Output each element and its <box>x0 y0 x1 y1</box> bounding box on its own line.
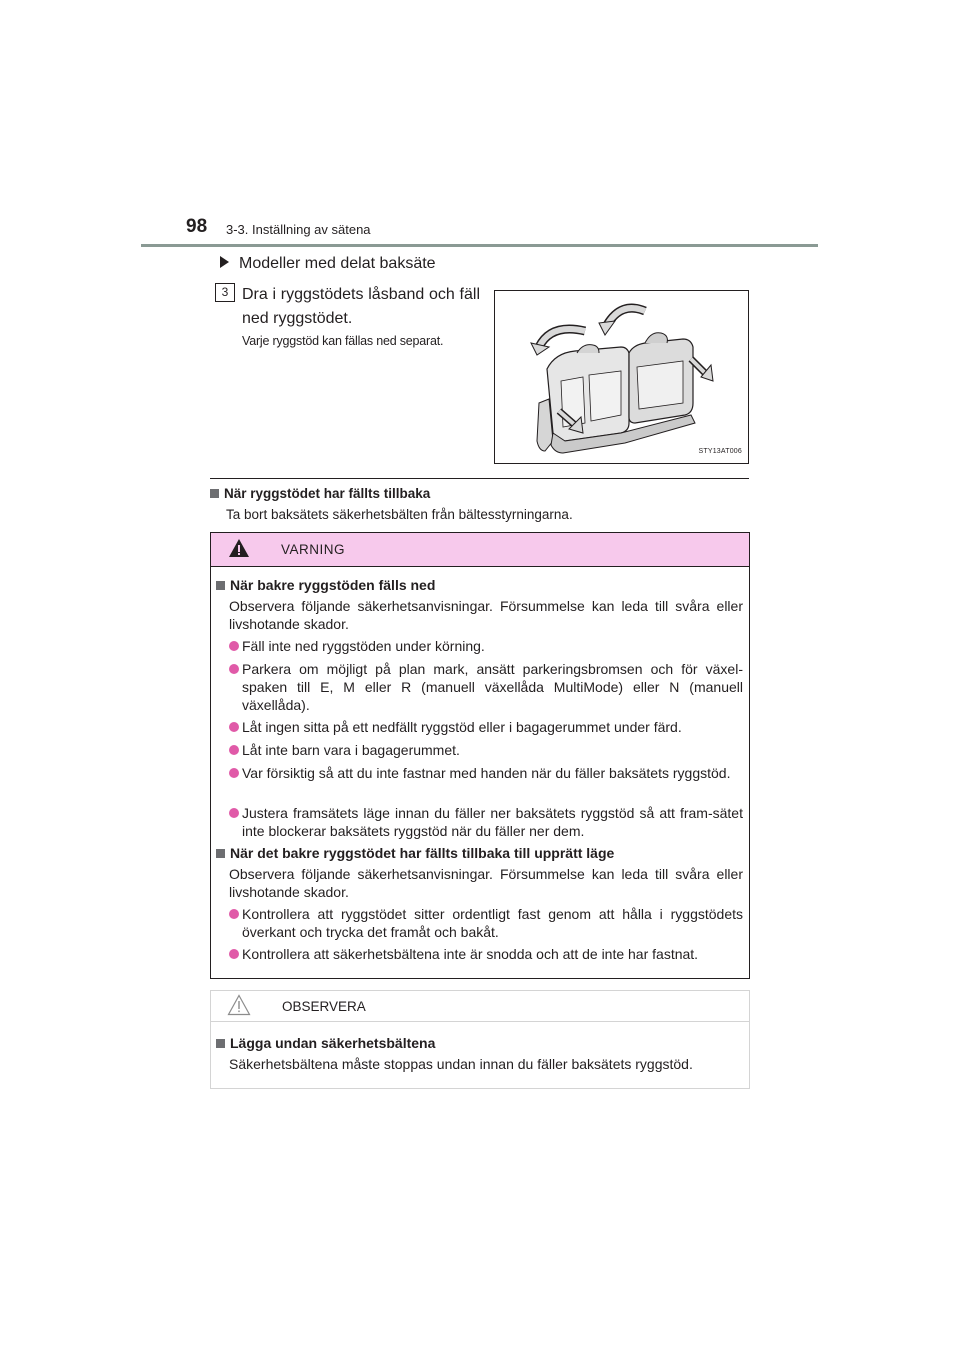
warning-item-text: Kontrollera att ryggstödet sitter ordentligt fast genom att hålla i ryggstödets överkant och trycka det framåt och bakåt. <box>242 906 743 940</box>
warning-list-item <box>229 945 743 963</box>
warning-item-text: Låt ingen sitta på ett nedfällt ryggstöd eller i bagagerummet under färd. <box>242 719 682 735</box>
warning-list-item <box>229 718 743 736</box>
subheading-text: Modeller med delat baksäte <box>239 255 436 272</box>
warning-list-item <box>229 905 743 941</box>
warning-subheading <box>216 576 435 594</box>
bullet-dot-icon <box>229 808 239 818</box>
warning-subheading <box>216 844 614 862</box>
notice-header <box>211 991 749 1022</box>
notice-subheading <box>216 1034 435 1052</box>
bullet-dot-icon <box>229 722 239 732</box>
warning-item-text: Fäll inte ned ryggstöden under körning. <box>242 638 485 654</box>
warning-header <box>211 533 749 567</box>
warning-item-text: Justera framsätets läge innan du fäller ner baksätets ryggstöd så att fram-sätet inte blockerar baksätets ryggstöd när du fäller ner dem. <box>242 805 743 839</box>
warning-title: VARNING <box>281 542 346 557</box>
warning-triangle-icon <box>228 538 250 558</box>
subheading <box>220 255 436 273</box>
notice-box <box>210 990 750 1089</box>
info-heading <box>210 486 430 501</box>
warning-list-item <box>229 660 743 714</box>
header-rule <box>141 244 818 247</box>
warning-item-text: Parkera om möjligt på plan mark, ansätt parkeringsbromsen och för växel-spaken till E, M eller R (manuell växellåda MultiMode) eller N (manuell växellåda). <box>242 661 743 713</box>
step-number-badge: 3 <box>215 283 235 302</box>
info-heading-text: När ryggstödet har fällts tillbaka <box>224 486 431 501</box>
bullet-dot-icon <box>229 641 239 651</box>
warning-intro: Observera följande säkerhetsanvisningar. Försummelse kan leda till svåra eller livshotande skador. <box>229 866 743 900</box>
warning-subheading-text: När bakre ryggstöden fälls ned <box>230 577 436 593</box>
square-bullet-icon <box>210 489 219 498</box>
section-divider <box>210 478 749 479</box>
seat-illustration <box>494 290 749 464</box>
warning-item-text: Låt inte barn vara i bagagerummet. <box>242 742 460 758</box>
caution-triangle-outline-icon <box>227 994 251 1016</box>
bullet-dot-icon <box>229 664 239 674</box>
square-bullet-icon <box>216 1039 225 1048</box>
bullet-dot-icon <box>229 768 239 778</box>
warning-list-item <box>229 764 743 782</box>
info-body: Ta bort baksätets säkerhetsbälten från bältesstyrningarna. <box>226 507 573 522</box>
warning-list-item <box>229 804 743 840</box>
warning-item-text: Var försiktig så att du inte fastnar med handen när du fäller baksätets ryggstöd. <box>242 765 731 781</box>
section-title: 3-3. Inställning av sätena <box>226 222 371 237</box>
warning-item-text: Kontrollera att säkerhetsbältena inte är snodda och att de inte har fastnat. <box>242 946 699 962</box>
warning-list-item <box>229 637 743 655</box>
square-bullet-icon <box>216 849 225 858</box>
bullet-dot-icon <box>229 949 239 959</box>
notice-subheading-text: Lägga undan säkerhetsbältena <box>230 1035 436 1051</box>
bullet-dot-icon <box>229 909 239 919</box>
step-note: Varje ryggstöd kan fällas ned separat. <box>242 334 444 348</box>
warning-intro: Observera följande säkerhetsanvisningar. Försummelse kan leda till svåra eller livshotande skador. <box>229 598 743 632</box>
step-instruction: Dra i ryggstödets låsband och fäll ned ryggstödet. <box>242 286 480 327</box>
warning-subheading-text: När det bakre ryggstödet har fällts tillbaka till upprätt läge <box>230 845 615 861</box>
notice-body: Säkerhetsbältena måste stoppas undan innan du fäller baksätets ryggstöd. <box>229 1056 693 1072</box>
page-number: 98 <box>186 216 208 237</box>
notice-title: OBSERVERA <box>282 999 366 1014</box>
square-bullet-icon <box>216 581 225 590</box>
warning-list-item <box>229 741 743 759</box>
folding-rear-seat-drawing <box>495 291 748 463</box>
illustration-code: STY13AT006 <box>698 448 742 455</box>
warning-box <box>210 532 750 979</box>
bullet-dot-icon <box>229 745 239 755</box>
triangle-bullet-icon <box>220 256 229 268</box>
